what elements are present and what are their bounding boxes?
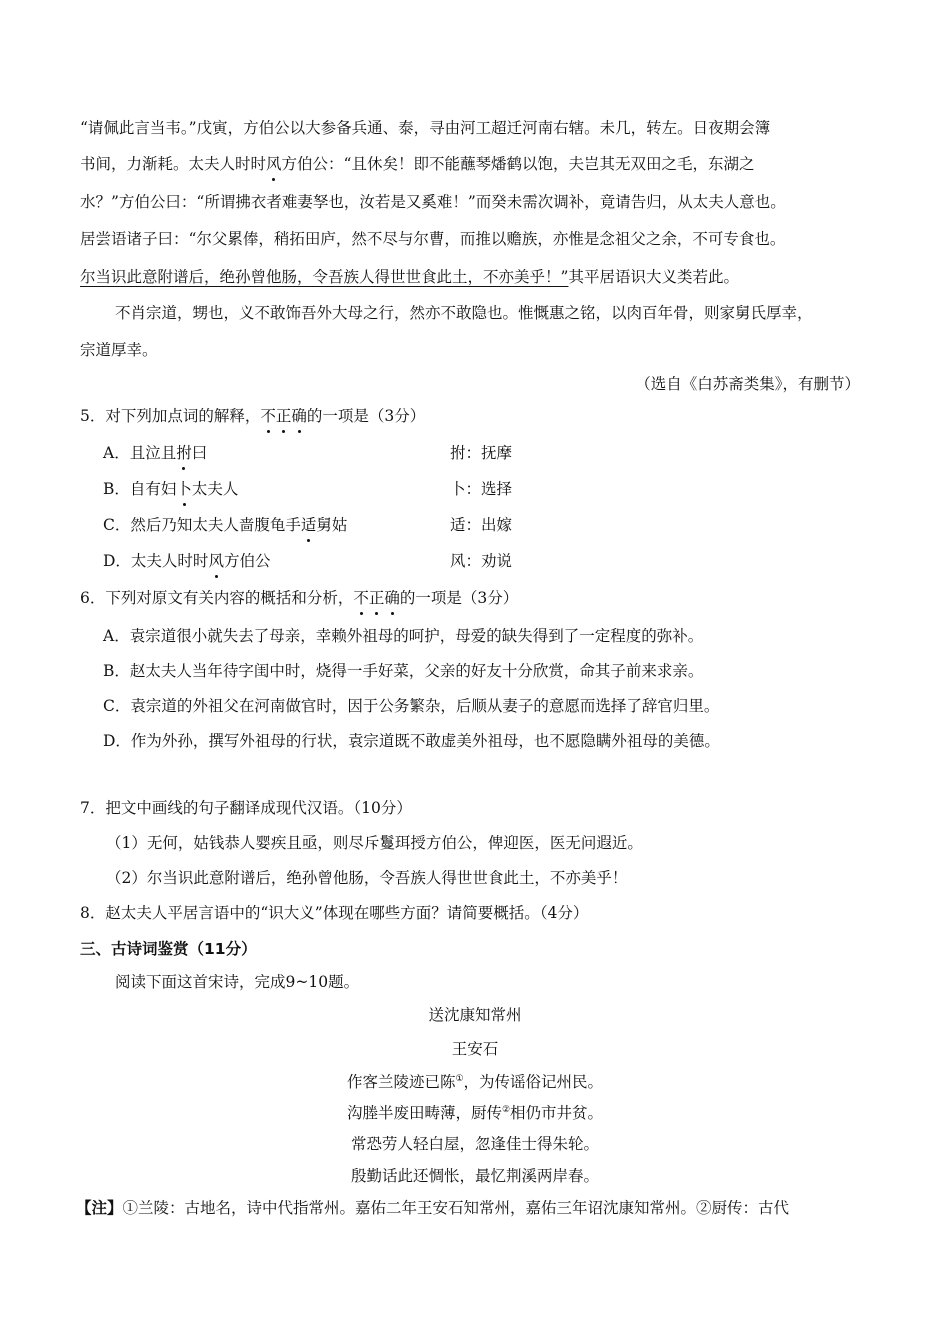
poem-line-1: 作客兰陵迹已陈①，为传谣俗记州民。 bbox=[346, 1073, 604, 1091]
q6-option-a: A．袁宗道很小就失去了母亲，幸赖外祖母的呵护，母爱的缺失得到了一定程度的弥补。 bbox=[103, 627, 704, 645]
poem-line-2: 沟塍半废田畴薄，厨传②相仍市井贫。 bbox=[346, 1104, 604, 1122]
section-3-intro: 阅读下面这首宋诗，完成9~10题。 bbox=[115, 973, 360, 991]
q7-sentence-1: （1）无何，姑钱恭人婴疾且亟，则尽斥鬘珥授方伯公，俾迎医，医无问遐近。 bbox=[106, 834, 643, 852]
section-3-title: 三、古诗词鉴赏（11分） bbox=[80, 940, 257, 958]
q5-option-b: B．自有妇卜太夫人 bbox=[103, 480, 239, 498]
poem-line-3: 常恐劳人轻白屋，忽逢佳士得朱轮。 bbox=[350, 1135, 599, 1153]
q7-sentence-2: （2）尔当识此意附谱后，绝孙曾他肠，令吾族人得世世食此土，不亦美乎！ bbox=[106, 869, 628, 887]
underlined-sentence: 尔当识此意附谱后，绝孙曾他肠，令吾族人得世世食此土，不亦美乎！” bbox=[80, 268, 569, 286]
passage-line-3: 水？”方伯公曰：“所谓拂衣者难妻孥也，汝若是又奚难！”而癸未需次调补，竟请告归，从太夫人意也。 bbox=[80, 193, 786, 211]
passage-line-4: 居尝语诸子曰：“尔父累俸，稍拓田庐，然不尽与尔曹，而推以赡族，亦惟是念祖父之余，不可专食也。 bbox=[80, 230, 786, 248]
passage-line-5: 尔当识此意附谱后，绝孙曾他肠，令吾族人得世世食此土，不亦美乎！”其平居语识大义类若此。 bbox=[80, 268, 739, 286]
poem-author: 王安石 bbox=[451, 1040, 499, 1058]
q5-option-c-answer: 适：出嫁 bbox=[450, 516, 513, 534]
q6-stem: 6．下列对原文有关内容的概括和分析，不正确的一项是（3分） bbox=[80, 589, 519, 607]
passage-line-2: 书间，力渐耗。太夫人时时风方伯公：“且休矣！即不能蘸琴燔鹤以饱，夫岂其无双田之毛，东湖之 bbox=[80, 155, 755, 173]
passage-source: （选自《白苏斋类集》，有删节） bbox=[635, 375, 860, 393]
q5-option-c: C．然后乃知太夫人啬腹龟手适舅姑 bbox=[103, 516, 348, 534]
q5-option-d: D．太夫人时时风方伯公 bbox=[103, 552, 271, 570]
q6-option-d: D．作为外孙，撰写外祖母的行状，袁宗道既不敢虚美外祖母，也不愿隐瞒外祖母的美德。 bbox=[103, 732, 720, 750]
poem-line-4: 殷勤话此还惆怅，最忆荆溪两岸春。 bbox=[350, 1167, 599, 1185]
q5-stem: 5．对下列加点词的解释，不正确的一项是（3分） bbox=[80, 407, 426, 425]
q7-stem: 7．把文中画线的句子翻译成现代汉语。（10分） bbox=[80, 799, 412, 817]
q6-option-b: B．赵太夫人当年待字闺中时，烧得一手好菜，父亲的好友十分欣赏，命其子前来求亲。 bbox=[103, 662, 704, 680]
q8-stem: 8．赵太夫人平居言语中的“识大义”体现在哪些方面？请简要概括。（4分） bbox=[80, 904, 589, 922]
q5-option-b-answer: 卜：选择 bbox=[450, 480, 513, 498]
q6-option-c: C．袁宗道的外祖父在河南做官时，因于公务繁杂，后顺从妻子的意愿而选择了辞官归里。 bbox=[103, 697, 720, 715]
q5-option-a-answer: 拊：抚摩 bbox=[450, 444, 513, 462]
poem-note: 【注】①兰陵：古地名，诗中代指常州。嘉佑二年王安石知常州，嘉佑三年诏沈康知常州。②厨传：古代 bbox=[76, 1199, 790, 1217]
dotted-char: 风 bbox=[266, 155, 282, 173]
q5-option-d-answer: 风：劝说 bbox=[450, 552, 513, 570]
passage-para2-line-1: 不肖宗道，甥也，义不敢饰吾外大母之行，然亦不敢隐也。惟慨惠之铭，以肉百年骨，则家舅氏厚幸， bbox=[115, 304, 813, 322]
poem-title: 送沈康知常州 bbox=[428, 1006, 522, 1024]
q5-option-a: A．且泣且拊曰 bbox=[103, 444, 208, 462]
passage-line-1: “请佩此言当韦。”戊寅，方伯公以大参备兵通、泰，寻由河工超迁河南右辖。未几，转左。日夜期会簿 bbox=[80, 119, 771, 137]
passage-para2-line-2: 宗道厚幸。 bbox=[80, 341, 158, 359]
